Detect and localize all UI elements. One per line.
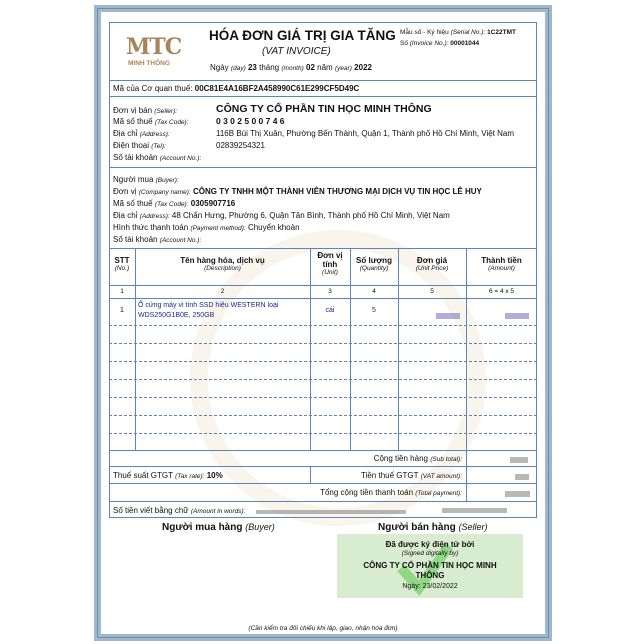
label-en: (Account No.): — [159, 155, 202, 162]
invoice-subtitle: (VAT INVOICE) — [262, 46, 331, 57]
month-label-en: (month) — [281, 65, 304, 72]
col-header-unit-price: Đơn giá (Unit Price) — [415, 256, 449, 272]
seller-tax-label — [113, 117, 189, 126]
divider — [109, 248, 537, 249]
seller-tel: 02839254321 — [216, 141, 265, 150]
row-quantity: 5 — [372, 307, 376, 314]
col-header-unit: Đơn vị tính (Unit) — [317, 251, 343, 276]
label: Đơn vị — [113, 187, 137, 196]
label-en: (Tel): — [151, 143, 166, 150]
serial-label: Mẫu số - Ký hiệu — [400, 29, 449, 36]
index-cell: 2 — [220, 288, 225, 295]
invoice-no-label: Số — [400, 40, 408, 47]
tax-authority-code — [113, 84, 359, 93]
buyer-signature-label: Người mua hàng (Buyer) — [162, 522, 275, 533]
index-cell: 6 = 4 x 5 — [488, 288, 515, 295]
seller-address-label — [113, 129, 170, 138]
digital-signature-stamp — [337, 534, 523, 598]
redacted-vat — [515, 474, 529, 480]
invoice-no-label-en: (Invoice No.): — [409, 40, 449, 47]
label: Số tài khoản — [113, 235, 158, 244]
seller-tel-label — [113, 141, 166, 150]
invoice-title: HÓA ĐƠN GIÁ TRỊ GIA TĂNG — [209, 28, 396, 43]
buyer-account — [113, 235, 201, 244]
index-cell: 5 — [430, 288, 434, 295]
label-en: (Address): — [139, 131, 170, 138]
invoice-number — [400, 40, 479, 47]
signed-label: Đã được ký điện tử bởi — [385, 540, 475, 549]
label: Số tài khoản — [113, 153, 158, 162]
signer-name: CÔNG TY CỔ PHẦN TIN HỌC MINH THÔNG — [363, 561, 497, 580]
month: 02 — [306, 63, 315, 72]
label-en: (Address): — [139, 213, 170, 220]
redacted-amount — [505, 313, 529, 319]
index-cell: 3 — [328, 288, 332, 295]
invoice-date — [210, 63, 372, 72]
label-en: (Tax Code): — [154, 201, 189, 208]
day: 23 — [247, 63, 257, 72]
buyer-address-value: 48 Chấn Hưng, Phường 6, Quận Tân Bình, Thành phố Hồ Chí Minh, Việt Nam — [171, 211, 450, 220]
col-header-amount: Thành tiền (Amount) — [481, 256, 522, 272]
col-header-no: STT (No.) — [114, 256, 130, 272]
row-description: Ổ cứng máy vi tính SSD hiệu WESTERN loại WDS250G1B0E, 250GB — [138, 302, 279, 319]
divider — [109, 80, 537, 81]
footer-note: (Cần kiểm tra đối chiếu khi lập, giao, nhận hóa đơn) — [248, 625, 398, 632]
divider — [109, 483, 537, 484]
redacted-subtotal — [510, 457, 528, 463]
label: Mã số thuế — [113, 199, 153, 208]
label: Điện thoại — [113, 141, 150, 150]
subtotal-label: Cộng tiền hàng (Sub total): — [373, 454, 462, 463]
year-label: năm — [317, 63, 333, 72]
label: Địa chỉ — [113, 129, 138, 138]
label-en: (Company name): — [138, 189, 191, 196]
buyer-company — [113, 187, 482, 196]
index-cell: 1 — [120, 288, 124, 295]
label-en: (Account No.): — [159, 237, 202, 244]
amount-in-words-label: Số tiền viết bằng chữ (Amount in words): — [113, 506, 246, 515]
divider — [109, 167, 537, 168]
label-en: (Buyer): — [155, 177, 179, 184]
divider — [109, 285, 537, 286]
label: Người mua — [113, 175, 154, 184]
year-label-en: (year) — [334, 65, 352, 72]
serial — [400, 29, 516, 36]
divider — [109, 96, 537, 97]
seller-name-label — [113, 106, 177, 115]
divider — [109, 466, 537, 467]
redacted-amount-words — [442, 508, 507, 513]
label-en: (Tax Code): — [154, 119, 189, 126]
logo: MTC — [126, 34, 182, 60]
seller-tax-code: 0 3 0 2 5 0 0 7 4 6 — [216, 116, 285, 126]
col-header-quantity: Số lượng (Quantity) — [356, 256, 392, 272]
year: 2022 — [354, 63, 372, 72]
tax-authority-value: 00C81E4A16BF2A458990C61E299CF5D49C — [194, 84, 360, 93]
divider — [109, 450, 537, 451]
day-label-en: (day) — [230, 65, 246, 72]
row-no: 1 — [120, 307, 124, 314]
signed-label-en: (Signed digitally by) — [401, 550, 459, 557]
payment-value: Chuyển khoản — [247, 223, 300, 232]
sign-date: Ngày: 23/02/2022 — [402, 583, 458, 590]
col-header-description: Tên hàng hóa, dịch vụ (Description) — [180, 256, 265, 272]
serial-label-en: (Serial No.): — [450, 29, 486, 36]
buyer-address — [113, 211, 450, 220]
label: Địa chỉ — [113, 211, 138, 220]
seller-address: 116B Bùi Thị Xuân, Phường Bến Thành, Quận 1, Thành phố Hồ Chí Minh, Việt Nam — [216, 129, 515, 138]
seller-account-label — [113, 153, 201, 162]
vat-amount-label: Tiền thuế GTGT (VAT amount): — [360, 471, 462, 480]
row-unit: cái — [325, 307, 335, 314]
buyer-tax — [113, 199, 235, 208]
buyer-tax-code: 0305907716 — [190, 199, 236, 208]
seller-signature-label: Người bán hàng (Seller) — [378, 522, 488, 533]
divider — [109, 501, 537, 502]
label-en: (Seller): — [154, 108, 178, 115]
tax-authority-label: Mã của Cơ quan thuế: — [113, 84, 193, 93]
seller-name: CÔNG TY CỔ PHẦN TIN HỌC MINH THÔNG — [216, 103, 432, 115]
label: Hình thức thanh toán — [113, 223, 189, 232]
index-cell: 4 — [372, 288, 376, 295]
redacted-total — [505, 491, 530, 497]
serial-value: 1C22TMT — [487, 29, 516, 36]
label: Mã số thuế — [113, 117, 153, 126]
day-label: Ngày — [210, 63, 229, 72]
month-label: tháng — [259, 63, 280, 72]
payment-method — [113, 223, 300, 232]
total-payment-label: Tổng cộng tiền thanh toán (Total payment): — [320, 488, 462, 497]
logo-subtitle: MINH THÔNG — [128, 60, 170, 67]
invoice-no-value: 00001044 — [450, 40, 480, 47]
label-en: (Payment method): — [190, 225, 246, 232]
buyer-label — [113, 175, 179, 184]
redacted-unit-price — [436, 313, 460, 319]
redacted-amount-words — [256, 510, 406, 514]
buyer-company-name: CÔNG TY TNHH MỘT THÀNH VIÊN THƯƠNG MẠI DỊCH VỤ TIN HỌC LÊ HUY — [192, 187, 482, 196]
label: Đơn vị bán — [113, 106, 153, 115]
tax-rate: Thuế suất GTGT (Tax rate): 10% — [113, 471, 223, 480]
divider — [109, 298, 537, 299]
